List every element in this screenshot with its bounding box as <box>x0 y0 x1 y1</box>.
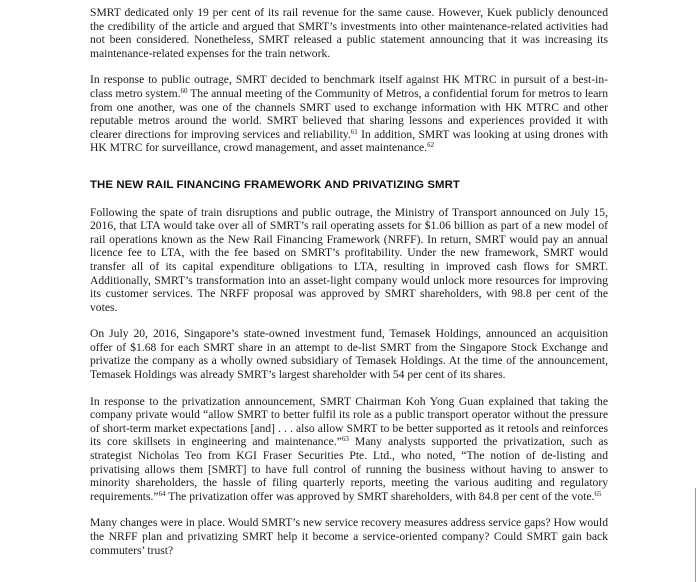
paragraph-text: In addition, SMRT was looking at using drones with HK MTRC for surveillance, crowd management, and asset maintenance. <box>90 127 608 155</box>
paragraph-text: In response to public outrage, SMRT decided to benchmark itself against HK MTRC in pursuit of a best-in-class metro system. <box>90 73 608 100</box>
section-heading: THE NEW RAIL FINANCING FRAMEWORK AND PRIVATIZING SMRT <box>90 178 460 191</box>
paragraph-privatization-response <box>90 395 608 504</box>
paragraph-nrff: Following the spate of train disruptions and public outrage, the Ministry of Transport announced on July 15, 2016, that LTA would take over all of SMRT’s rail operating assets for $1.06 billion as part of a new model of rail operations known as the New Rail Financing Framework (NRFF). In return, SMRT would pay an annual licence fee to LTA, with the fee based on SMRT’s profitability. Under the new framework, SMRT would transfer all of its capital expenditure obligations to LTA, resulting in improved cash flows for SMRT. Additionally, SMRT’s transformation into an asset-light company would unlock more resources for improving its customer services. The NRFF proposal was approved by SMRT shareholders, with 98.8 per cent of the votes. <box>90 205 608 314</box>
paragraph-temasek-offer: On July 20, 2016, Singapore’s state-owned investment fund, Temasek Holdings, announced an acquisition offer of $1.68 for each SMRT share in an attempt to de-list SMRT from the Singapore Stock Exchange and privatize the company as a wholly owned subsidiary of Temasek Holdings. At the time of the announcement, Temasek Holdings was already SMRT’s largest shareholder with 54 per cent of its shares. <box>90 327 608 382</box>
footnote-ref-61: 61 <box>350 127 358 136</box>
footnote-ref-60: 60 <box>180 86 188 95</box>
paragraph-closing-questions: Many changes were in place. Would SMRT’s new service recovery measures address service gaps? How would the NRFF plan and privatizing SMRT help it become a service-oriented company? Could SMRT gain back commuters’ trust? <box>90 516 608 557</box>
footnote-ref-63: 63 <box>341 435 349 444</box>
footnote-ref-64: 64 <box>158 489 166 498</box>
paragraph-text: The privatization offer was approved by SMRT shareholders, with 84.8 per cent of the vote. <box>165 489 595 503</box>
document-body <box>90 6 608 570</box>
paragraph-text: Many analysts supported the privatization, such as strategist Nicholas Teo from KGI Fraser Securities Pte. Ltd., who noted, “The notion of de-listing and privatising allows them [SMRT] to have full control of running the business without having to answer to minority shareholders, the hassle of filing quarterly reports, meeting the various auditing and regulatory requirements.” <box>90 435 608 503</box>
paragraph-maintenance-spending: SMRT dedicated only 19 per cent of its rail revenue for the same cause. However, Kuek publicly denounced the credibility of the article and argued that SMRT’s investments into other maintenance-related activities had not been considered. Nonetheless, SMRT released a public statement announcing that it was increasing its maintenance-related expenses for the train network. <box>90 6 608 60</box>
paragraph-text: In response to the privatization announcement, SMRT Chairman Koh Yong Guan explained that taking the company private would “allow SMRT to better fulfil its role as a public transport operator without the pressure of short-term market expectations [and] . . . also allow SMRT to be better supported as it retools and reinforces its core skillsets in engineering and maintenance.” <box>90 394 608 449</box>
footnote-ref-65: 65 <box>594 489 602 498</box>
paragraph-text: The annual meeting of the Community of Metros, a confidential forum for metros to learn from one another, was one of the channels SMRT used to exchange information with HK MTRC and other reputable metros around the world. SMRT believed that sharing lessons and experiences provided it with clearer directions for improving services and reliability. <box>90 86 608 141</box>
footnote-ref-62: 62 <box>427 141 435 150</box>
scrollbar[interactable] <box>695 488 696 582</box>
paragraph-benchmark-mtrc <box>90 73 608 155</box>
